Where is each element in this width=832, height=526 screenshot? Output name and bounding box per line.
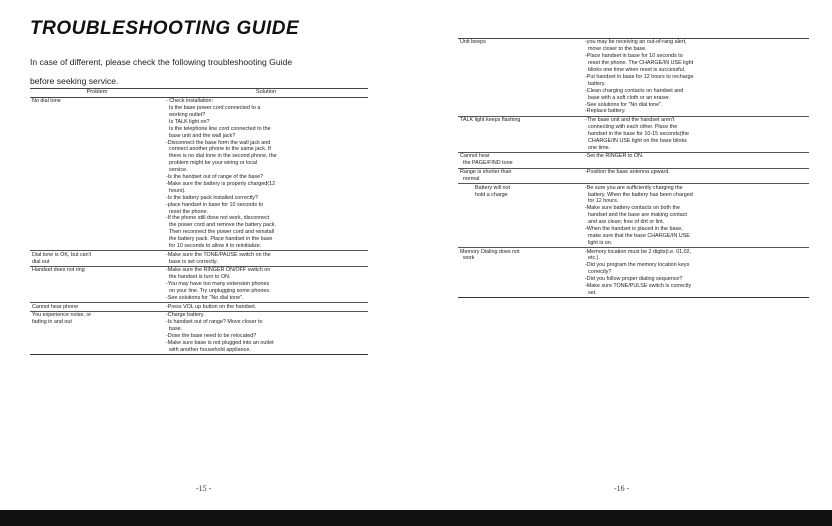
solution-line: set. xyxy=(585,290,597,297)
solution-line: reset the phone. The CHARGE/IN USE light xyxy=(585,60,694,67)
problem-line: Cannot hear phone xyxy=(32,303,79,310)
solution-line: -Did you program the memory location keys xyxy=(585,262,690,269)
problem-line: Range is shorter than xyxy=(460,169,512,176)
page-number: -16 - xyxy=(614,484,630,493)
table-row xyxy=(458,39,809,117)
problem-cell xyxy=(30,312,164,355)
solution-line: there is no dial tone in the second phone, the xyxy=(166,153,277,160)
solution-line: working outlet? xyxy=(166,111,206,118)
scan-bottom-edge xyxy=(0,510,832,526)
table-row xyxy=(458,116,809,152)
problem-cell xyxy=(30,303,164,312)
solution-line: base. xyxy=(166,326,183,333)
solution-cell xyxy=(164,97,368,251)
solution-line: on your line. Try unplugging some phones. xyxy=(166,288,271,295)
solution-line: -Replace battery. xyxy=(585,108,626,115)
solution-line: hours). xyxy=(166,187,186,194)
solution-cell xyxy=(583,184,809,248)
solution-cell xyxy=(583,153,809,169)
solution-line: and are clean; free of dirt or lint. xyxy=(585,219,665,226)
solution-line: -Is the handset out of range of the base? xyxy=(166,174,264,181)
solution-line: one time. xyxy=(585,144,611,151)
intro-line: before seeking service. xyxy=(30,76,119,86)
solution-line: -See solutions for "No dial tone". xyxy=(585,101,663,108)
problem-line: You experience noise, or xyxy=(32,312,92,319)
solution-line: -Press VOL up button on the handset. xyxy=(166,303,257,310)
problem-cell xyxy=(458,153,583,169)
solution-line: -You may have too many extension phones xyxy=(166,281,270,288)
problem-line: Handset does not ring xyxy=(32,267,85,274)
solution-line: -Is the battery pack installed correctly? xyxy=(166,194,258,201)
solution-line: -The base unit and the handset aren't xyxy=(585,117,675,124)
solution-line: -Make sure the TONE/PAUSE switch on the xyxy=(166,251,271,258)
solution-line: handset and the base are making contact xyxy=(585,212,687,219)
left-page xyxy=(0,0,400,510)
solution-cell xyxy=(164,312,368,355)
solution-header: Solution xyxy=(164,89,368,98)
solution-line: for 12 hours. xyxy=(585,198,619,205)
solution-line: -Put handset in base for 12 hours to recharge xyxy=(585,73,694,80)
problem-line: Cannot hear xyxy=(460,153,490,160)
solution-line: connect another phone to the same jack. If xyxy=(166,146,271,153)
page-title: TROUBLESHOOTING GUIDE xyxy=(30,18,300,39)
solution-cell xyxy=(583,116,809,152)
problem-line: Battery will not xyxy=(460,184,511,191)
solution-line: -Make sure the RINGER ON/OFF switch on xyxy=(166,267,271,274)
solution-line: -Dose the base need to be relocated? xyxy=(166,333,257,340)
solution-line: -Position the base antenna upward. xyxy=(585,169,670,176)
troubleshooting-table-right xyxy=(458,38,809,298)
solution-line: base with a soft cloth or an eraser. xyxy=(585,94,671,101)
page-number: -15 - xyxy=(196,484,212,493)
solution-line: -Be sure you are sufficiently charging the xyxy=(585,184,683,191)
solution-line: -Memory location must be 2 digits(i.e. 01,02, xyxy=(585,248,692,255)
troubleshooting-table-left xyxy=(30,88,368,355)
solution-line: -Disconnect the base form the wall jack and xyxy=(166,139,271,146)
solution-line: the power cord and remove the battery pack. xyxy=(166,222,276,229)
solution-line: base is set correctly. xyxy=(166,258,218,265)
solution-cell xyxy=(164,303,368,312)
solution-line: -Clean charging contacts on handset and xyxy=(585,87,684,94)
intro-line: In case of different, please check the following troubleshooting Guide xyxy=(30,57,293,67)
solution-line: for 10 seconds to allow it to reinitialize. xyxy=(166,243,262,250)
solution-line: light is on. xyxy=(585,239,613,246)
solution-line: blinks one time when reset is successful. xyxy=(585,67,686,74)
right-page xyxy=(404,0,824,510)
solution-cell xyxy=(164,251,368,267)
solution-line: battery. xyxy=(585,80,606,87)
table-row xyxy=(30,267,368,303)
problem-line: hold a charge xyxy=(460,191,508,198)
solution-line: battery. When the battery has been charged xyxy=(585,191,693,198)
solution-line: -If the phone still dose not work, disconnect xyxy=(166,215,270,222)
problem-header: Problem xyxy=(30,89,164,98)
problem-line: normal xyxy=(460,175,480,182)
solution-line: -Make sure the battery is properly charged(12 xyxy=(166,180,276,187)
table-row xyxy=(458,153,809,169)
solution-line: etc.). xyxy=(585,255,600,262)
problem-cell xyxy=(458,39,583,117)
solution-line: -Set the RINGER to ON. xyxy=(585,153,644,160)
problem-cell xyxy=(458,248,583,298)
table-row xyxy=(30,303,368,312)
solution-line: - Check installation: xyxy=(166,98,214,105)
solution-cell xyxy=(583,248,809,298)
solution-line: correctly? xyxy=(585,269,612,276)
solution-line: reset the phone. xyxy=(166,208,208,215)
problem-cell xyxy=(30,267,164,303)
table-row xyxy=(458,168,809,184)
solution-line: -Did you follow proper dialing sequence? xyxy=(585,276,683,283)
solution-line: Is TALK light on? xyxy=(166,118,210,125)
solution-line: Is the base power cord connected to a xyxy=(166,104,261,111)
table-header-row xyxy=(30,89,368,98)
problem-line: Memory Dialing does not xyxy=(460,248,520,255)
table-row xyxy=(30,251,368,267)
solution-line: move closer to the base. xyxy=(585,46,647,53)
problem-line: work xyxy=(460,255,475,262)
problem-line: the PAGE/FIND tone xyxy=(460,160,513,167)
solution-line: base unit and the wall jack? xyxy=(166,132,236,139)
problem-line: fading in and out xyxy=(32,319,72,326)
problem-cell xyxy=(458,116,583,152)
solution-line: -Is handset out of range? Move closer to xyxy=(166,319,263,326)
solution-line: -When the handset is placed in the base, xyxy=(585,226,683,233)
solution-line: Is the telephone line cord connected to the xyxy=(166,125,271,132)
solution-line: connecting with each other. Place the xyxy=(585,124,678,131)
solution-line: CHARGE/IN USE light on the base blinks xyxy=(585,137,687,144)
solution-cell xyxy=(164,267,368,303)
table-row xyxy=(30,97,368,251)
table-row xyxy=(30,312,368,355)
solution-line: -Make sure TONE/PULSE switch is correctly xyxy=(585,283,692,290)
problem-line: TALK light keeps flashing xyxy=(460,117,521,124)
solution-line: -Place handset in base for 10 seconds to xyxy=(585,53,683,60)
solution-line: -Make sure base is not plugged into an outlet xyxy=(166,340,274,347)
solution-line: the handset is turn to ON. xyxy=(166,274,231,281)
solution-line: -you may be receiving an out-of-rang alert, xyxy=(585,39,687,46)
problem-line: Unit beeps xyxy=(460,39,486,46)
solution-line: -place handset in base for 10 seconds to xyxy=(166,201,264,208)
solution-line: Then reconnect the power cord and reinstall xyxy=(166,229,275,236)
problem-cell xyxy=(458,168,583,184)
solution-line: service. xyxy=(166,167,188,174)
problem-cell xyxy=(458,184,583,248)
table-row xyxy=(458,248,809,298)
problem-line: Dial tone is OK, but can't xyxy=(32,251,92,258)
solution-line: handset in the base for 10-15 seconds(the xyxy=(585,130,689,137)
solution-line: the battery pack. Place handset in the base xyxy=(166,236,273,243)
solution-cell xyxy=(583,39,809,117)
solution-line: -Charge battery. xyxy=(166,312,205,319)
solution-cell xyxy=(583,168,809,184)
solution-line: -See solutions for "No dial tone". xyxy=(166,295,244,302)
solution-line: with another household appliance. xyxy=(166,346,251,353)
solution-line: problem might be your wiring or local xyxy=(166,160,258,167)
problem-line: No dial tone xyxy=(32,98,61,105)
table-row xyxy=(458,184,809,248)
problem-cell xyxy=(30,97,164,251)
solution-line: make sure that the base CHARGE/IN USE xyxy=(585,232,690,239)
problem-cell xyxy=(30,251,164,267)
problem-line: dial out xyxy=(32,258,50,265)
solution-line: -Make sure battery contacts on both the xyxy=(585,205,680,212)
intro-text xyxy=(30,53,370,91)
